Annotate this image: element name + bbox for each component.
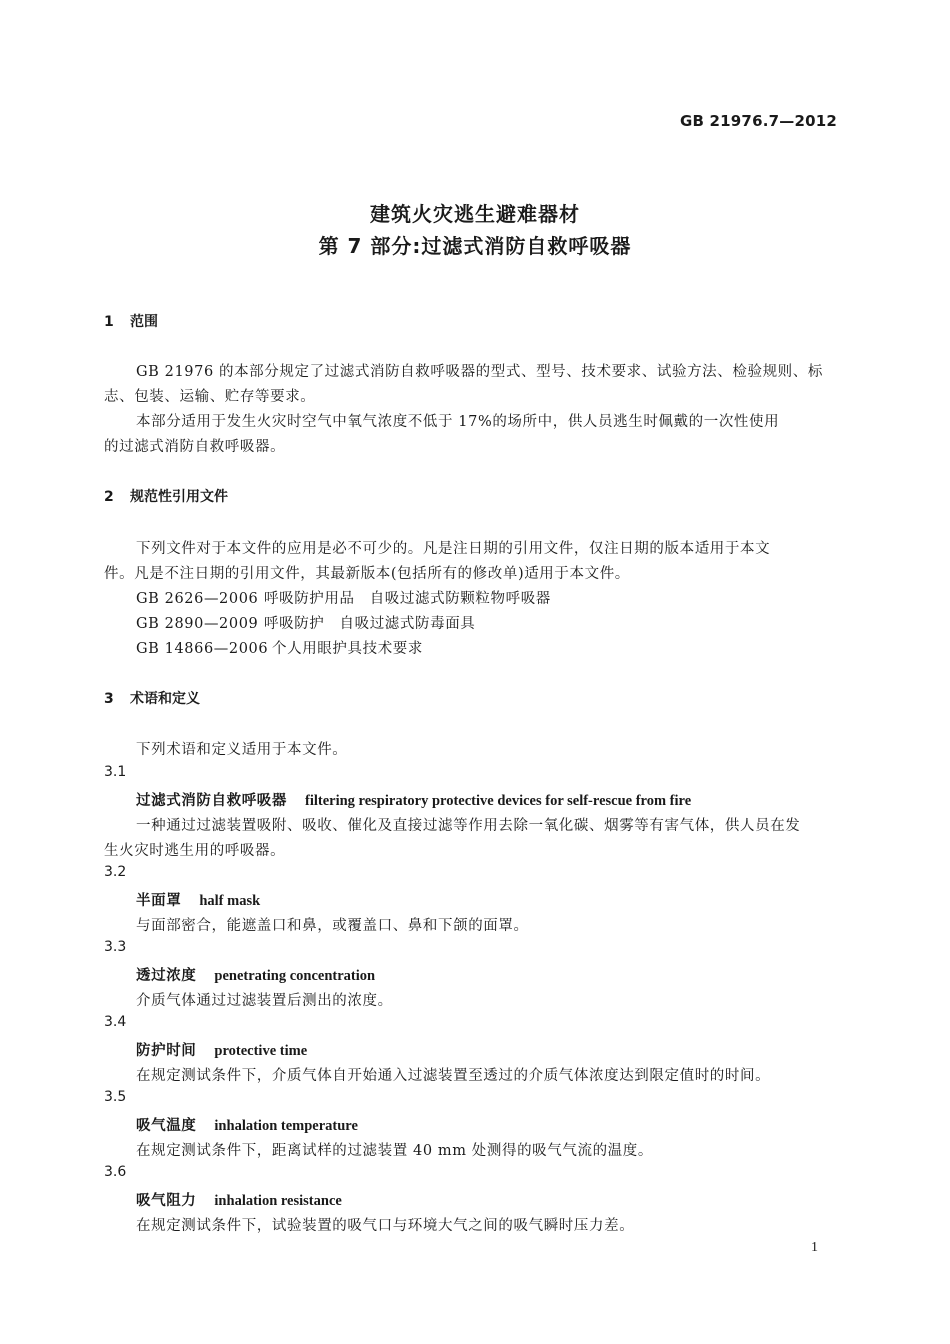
term-heading (136, 1189, 342, 1210)
normative-reference (136, 637, 423, 658)
term-chinese: 过滤式消防自救呼吸器 (136, 793, 287, 809)
section-3-heading (104, 688, 200, 708)
term-number: 3.1 (104, 764, 127, 780)
term-heading (136, 1039, 307, 1060)
term-heading (136, 964, 375, 985)
section-1-heading (104, 311, 158, 331)
term-number: 3.5 (104, 1089, 127, 1105)
section-2-heading (104, 486, 228, 506)
section-2-paragraph-line-1: 下列文件对于本文件的应用是必不可少的。凡是注日期的引用文件，仅注日期的版本适用于本文 (136, 541, 771, 557)
reference-code: GB 14866—2006 (136, 641, 269, 657)
term-definition: 在规定测试条件下，介质气体自开始通入过滤装置至透过的介质气体浓度达到限定值时的时间。 (136, 1068, 771, 1084)
term-heading (136, 1114, 358, 1135)
term-chinese: 吸气温度 (136, 1118, 197, 1134)
term-chinese: 半面罩 (136, 893, 182, 909)
term-english: protective time (214, 1043, 308, 1059)
reference-title: 个人用眼护具技术要求 (272, 641, 423, 657)
section-1-paragraph-1-line-2: 志、包装、运输、贮存等要求。 (104, 389, 316, 405)
term-number: 3.4 (104, 1014, 127, 1030)
normative-reference (136, 612, 475, 633)
reference-title: 呼吸防护用品 自吸过滤式防颗粒物呼吸器 (264, 591, 551, 607)
page-number: 1 (811, 1240, 818, 1255)
section-1-paragraph-2-line-1: 本部分适用于发生火灾时空气中氧气浓度不低于 17%的场所中，供人员逃生时佩戴的一次性使用 (136, 414, 780, 430)
reference-code: GB 2626—2006 (136, 591, 259, 607)
section-title: 规范性引用文件 (130, 489, 228, 505)
term-english: inhalation resistance (214, 1193, 342, 1209)
section-1-paragraph-2-line-2: 的过滤式消防自救呼吸器。 (104, 439, 286, 455)
term-english: filtering respiratory protective devices for self-rescue from fire (305, 793, 692, 809)
term-definition-line-1: 一种通过过滤装置吸附、吸收、催化及直接过滤等作用去除一氧化碳、烟雾等有害气体，供人员在发 (136, 818, 801, 834)
section-number: 3 (104, 691, 114, 707)
section-3-intro: 下列术语和定义适用于本文件。 (136, 742, 348, 758)
term-chinese: 吸气阻力 (136, 1193, 197, 1209)
term-heading (136, 889, 260, 910)
term-number: 3.2 (104, 864, 127, 880)
term-english: inhalation temperature (214, 1118, 358, 1134)
term-chinese: 透过浓度 (136, 968, 197, 984)
section-title: 术语和定义 (130, 691, 200, 707)
reference-title: 呼吸防护 自吸过滤式防毒面具 (264, 616, 476, 632)
term-definition: 与面部密合，能遮盖口和鼻，或覆盖口、鼻和下颌的面罩。 (136, 918, 529, 934)
section-title: 范围 (130, 314, 158, 330)
term-number: 3.6 (104, 1164, 127, 1180)
term-english: half mask (199, 893, 261, 909)
section-number: 2 (104, 489, 114, 505)
term-definition: 在规定测试条件下，试验装置的吸气口与环境大气之间的吸气瞬时压力差。 (136, 1218, 635, 1234)
normative-reference (136, 587, 551, 608)
term-definition-line-2: 生火灾时逃生用的呼吸器。 (104, 843, 286, 859)
section-number: 1 (104, 314, 114, 330)
term-english: penetrating concentration (214, 968, 376, 984)
term-chinese: 防护时间 (136, 1043, 197, 1059)
section-1-paragraph-1-line-1: GB 21976 的本部分规定了过滤式消防自救呼吸器的型式、型号、技术要求、试验方法、检验规则、标 (136, 364, 823, 380)
term-number: 3.3 (104, 939, 127, 955)
reference-code: GB 2890—2009 (136, 616, 259, 632)
standard-code: GB 21976.7—2012 (679, 112, 837, 130)
document-title-line1: 建筑火灾逃生避难器材 (370, 202, 580, 226)
term-heading (136, 789, 691, 810)
document-title-line2: 第 7 部分:过滤式消防自救呼吸器 (318, 234, 632, 258)
term-definition: 在规定测试条件下，距离试样的过滤装置 40 mm 处测得的吸气气流的温度。 (136, 1143, 653, 1159)
section-2-paragraph-line-2: 件。凡是不注日期的引用文件，其最新版本(包括所有的修改单)适用于本文件。 (104, 566, 630, 582)
term-definition: 介质气体通过过滤装置后测出的浓度。 (136, 993, 393, 1009)
